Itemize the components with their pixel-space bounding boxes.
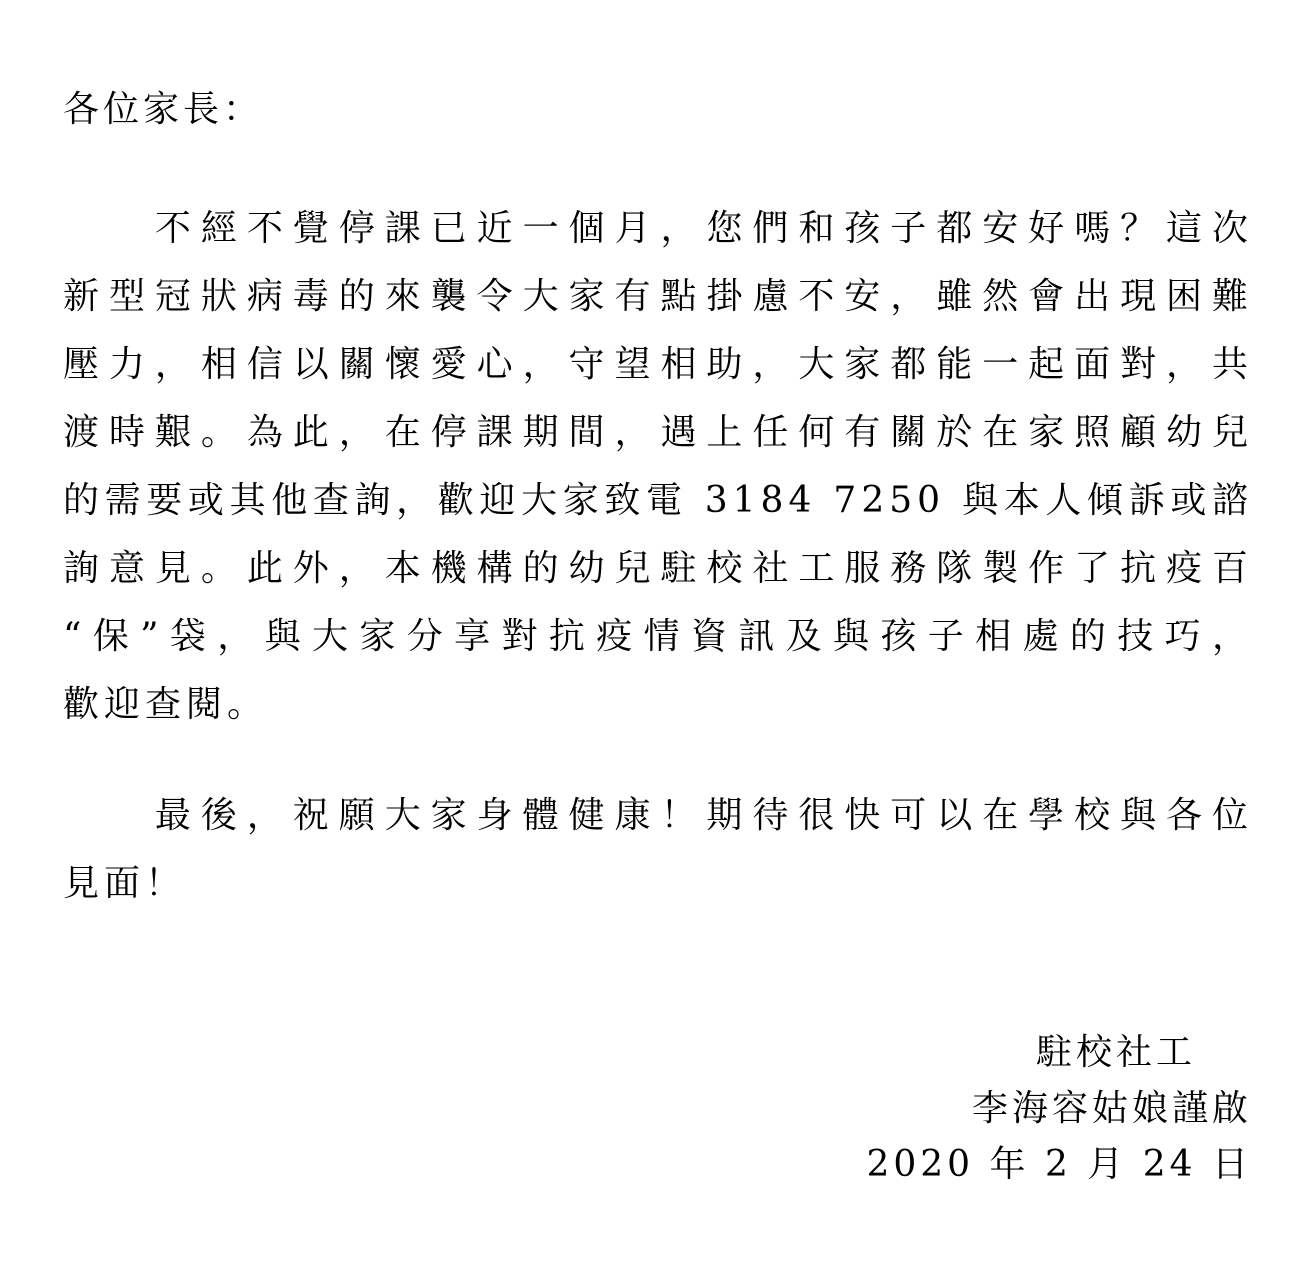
signature-role: 駐校社工 (1035, 1032, 1196, 1073)
letter-greeting: 各位家長： (63, 89, 264, 130)
paragraph-line: 新型冠狀病毒的來襲令大家有點掛慮不安，雖然會出現困難 (63, 276, 1253, 317)
letter-paragraph-2 (63, 782, 1253, 918)
paragraph-line: 最後，祝願大家身體健康！期待很快可以在學校與各位 (63, 795, 1253, 836)
letter-signature (866, 1025, 1252, 1193)
paragraph-line: 見面！ (63, 863, 187, 904)
paragraph-line: “保”袋，與大家分享對抗疫情資訊及與孩子相處的技巧， (63, 616, 1253, 657)
letter-paragraph-1 (63, 195, 1253, 739)
signature-date: 2020 年 2 月 24 日 (866, 1144, 1252, 1185)
paragraph-line: 的需要或其他查詢，歡迎大家致電 3184 7250 與本人傾訴或諮 (63, 480, 1253, 521)
paragraph-line: 渡時艱。為此，在停課期間，遇上任何有關於在家照顧幼兒 (63, 412, 1253, 453)
paragraph-line: 歡迎查閱。 (63, 684, 269, 725)
paragraph-line: 詢意見。此外，本機構的幼兒駐校社工服務隊製作了抗疫百 (63, 548, 1253, 589)
paragraph-line: 不經不覺停課已近一個月，您們和孩子都安好嗎？這次 (63, 208, 1253, 249)
signature-name: 李海容姑娘謹啟 (971, 1088, 1252, 1129)
paragraph-line: 壓力，相信以關懷愛心，守望相助，大家都能一起面對，共 (63, 344, 1253, 385)
